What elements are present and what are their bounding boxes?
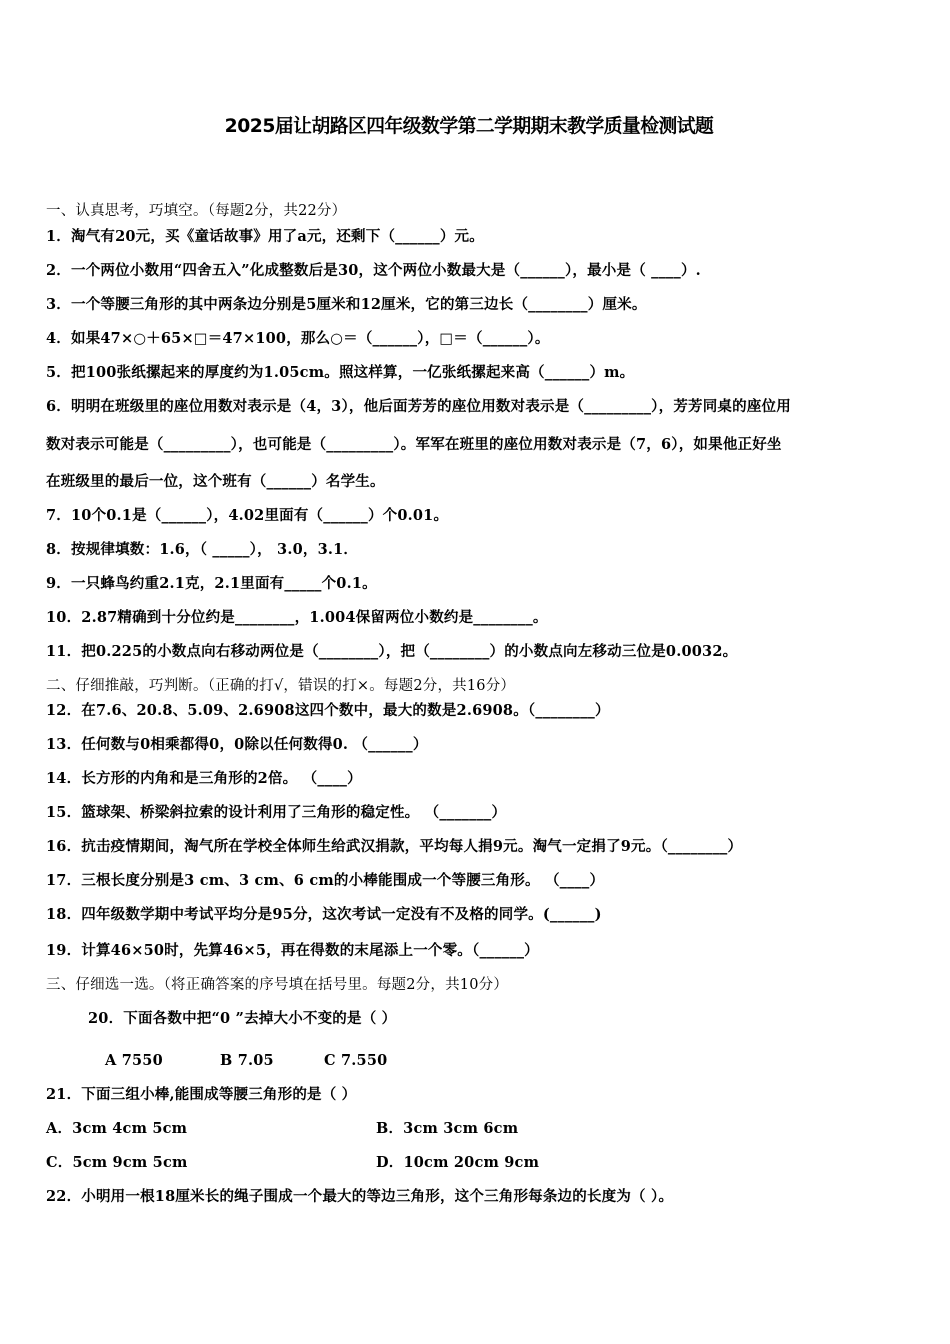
question-20: 20．下面各数中把“0 ”去掉大小不变的是（ ） <box>88 1010 397 1027</box>
q20-option-c: C 7.550 <box>324 1052 388 1069</box>
question-16: 16．抗击疫情期间，淘气所在学校全体师生给武汉捐款，平均每人捐9元。淘气一定捐了9元。（________） <box>46 838 743 855</box>
question-6-line-3: 在班级里的最后一位，这个班有（______）名学生。 <box>46 473 385 490</box>
q21-option-d: D．10cm 20cm 9cm <box>376 1154 540 1171</box>
question-10: 10．2.87精确到十分位约是________，1.004保留两位小数约是________。 <box>46 609 548 626</box>
question-15: 15．篮球架、桥梁斜拉索的设计利用了三角形的稳定性。 （_______） <box>46 804 507 821</box>
question-12: 12．在7.6、20.8、5.09、2.6908这四个数中，最大的数是2.6908。（________） <box>46 702 610 719</box>
question-6-line-1: 6．明明在班级里的座位用数对表示是（4，3），他后面芳芳的座位用数对表示是（_________），芳芳同桌的座位用 <box>46 398 791 415</box>
question-6-line-2: 数对表示可能是（_________），也可能是（_________）。军军在班里的座位用数对表示是（7，6），如果他正好坐 <box>46 436 782 453</box>
question-21: 21．下面三组小棒,能围成等腰三角形的是（ ） <box>46 1086 357 1103</box>
section-3-header: 三、仔细选一选。（将正确答案的序号填在括号里。每题2分，共10分） <box>46 977 509 993</box>
question-11: 11．把0.225的小数点向右移动两位是（________），把（________）的小数点向左移动三位是0.0032。 <box>46 643 738 660</box>
question-1: 1．淘气有20元，买《童话故事》用了a元，还剩下（______）元。 <box>46 228 484 245</box>
section-1-header: 一、认真思考，巧填空。（每题2分，共22分） <box>46 203 347 219</box>
question-3: 3．一个等腰三角形的其中两条边分别是5厘米和12厘米，它的第三边长（________）厘米。 <box>46 296 647 313</box>
q21-option-a: A．3cm 4cm 5cm <box>46 1120 188 1137</box>
question-13: 13．任何数与0相乘都得0，0除以任何数得0. （______） <box>46 736 428 753</box>
q20-option-a: A 7550 <box>105 1052 163 1069</box>
question-14: 14．长方形的内角和是三角形的2倍。 （____） <box>46 770 362 787</box>
question-9: 9．一只蜂鸟约重2.1克，2.1里面有_____个0.1。 <box>46 575 377 592</box>
question-19: 19．计算46×50时，先算46×5，再在得数的末尾添上一个零。（______） <box>46 942 539 959</box>
q21-option-b: B．3cm 3cm 6cm <box>376 1120 519 1137</box>
question-22: 22．小明用一根18厘米长的绳子围成一个最大的等边三角形，这个三角形每条边的长度为（ ）。 <box>46 1188 674 1205</box>
page-title: 2025届让胡路区四年级数学第二学期期末教学质量检测试题 <box>224 115 714 137</box>
question-5: 5．把100张纸摞起来的厚度约为1.05cm。照这样算，一亿张纸摞起来高（______）m。 <box>46 364 635 381</box>
question-18: 18．四年级数学期中考试平均分是95分，这次考试一定没有不及格的同学。(______) <box>46 906 602 923</box>
q21-option-c: C．5cm 9cm 5cm <box>46 1154 188 1171</box>
section-2-header: 二、仔细推敲，巧判断。（正确的打√，错误的打×。每题2分，共16分） <box>46 678 516 694</box>
question-8: 8．按规律填数：1.6，（ _____）， 3.0，3.1． <box>46 541 359 558</box>
q20-option-b: B 7.05 <box>220 1052 274 1069</box>
question-7: 7．10个0.1是（______），4.02里面有（______）个0.01。 <box>46 507 449 524</box>
question-4: 4．如果47×○＋65×□＝47×100，那么○＝（______），□＝（______）。 <box>46 330 550 347</box>
question-17: 17．三根长度分别是3 cm、3 cm、6 cm的小棒能围成一个等腰三角形。 （____） <box>46 872 605 889</box>
question-2: 2．一个两位小数用“四舍五入”化成整数后是30，这个两位小数最大是（______），最小是（ ____）. <box>46 262 701 279</box>
